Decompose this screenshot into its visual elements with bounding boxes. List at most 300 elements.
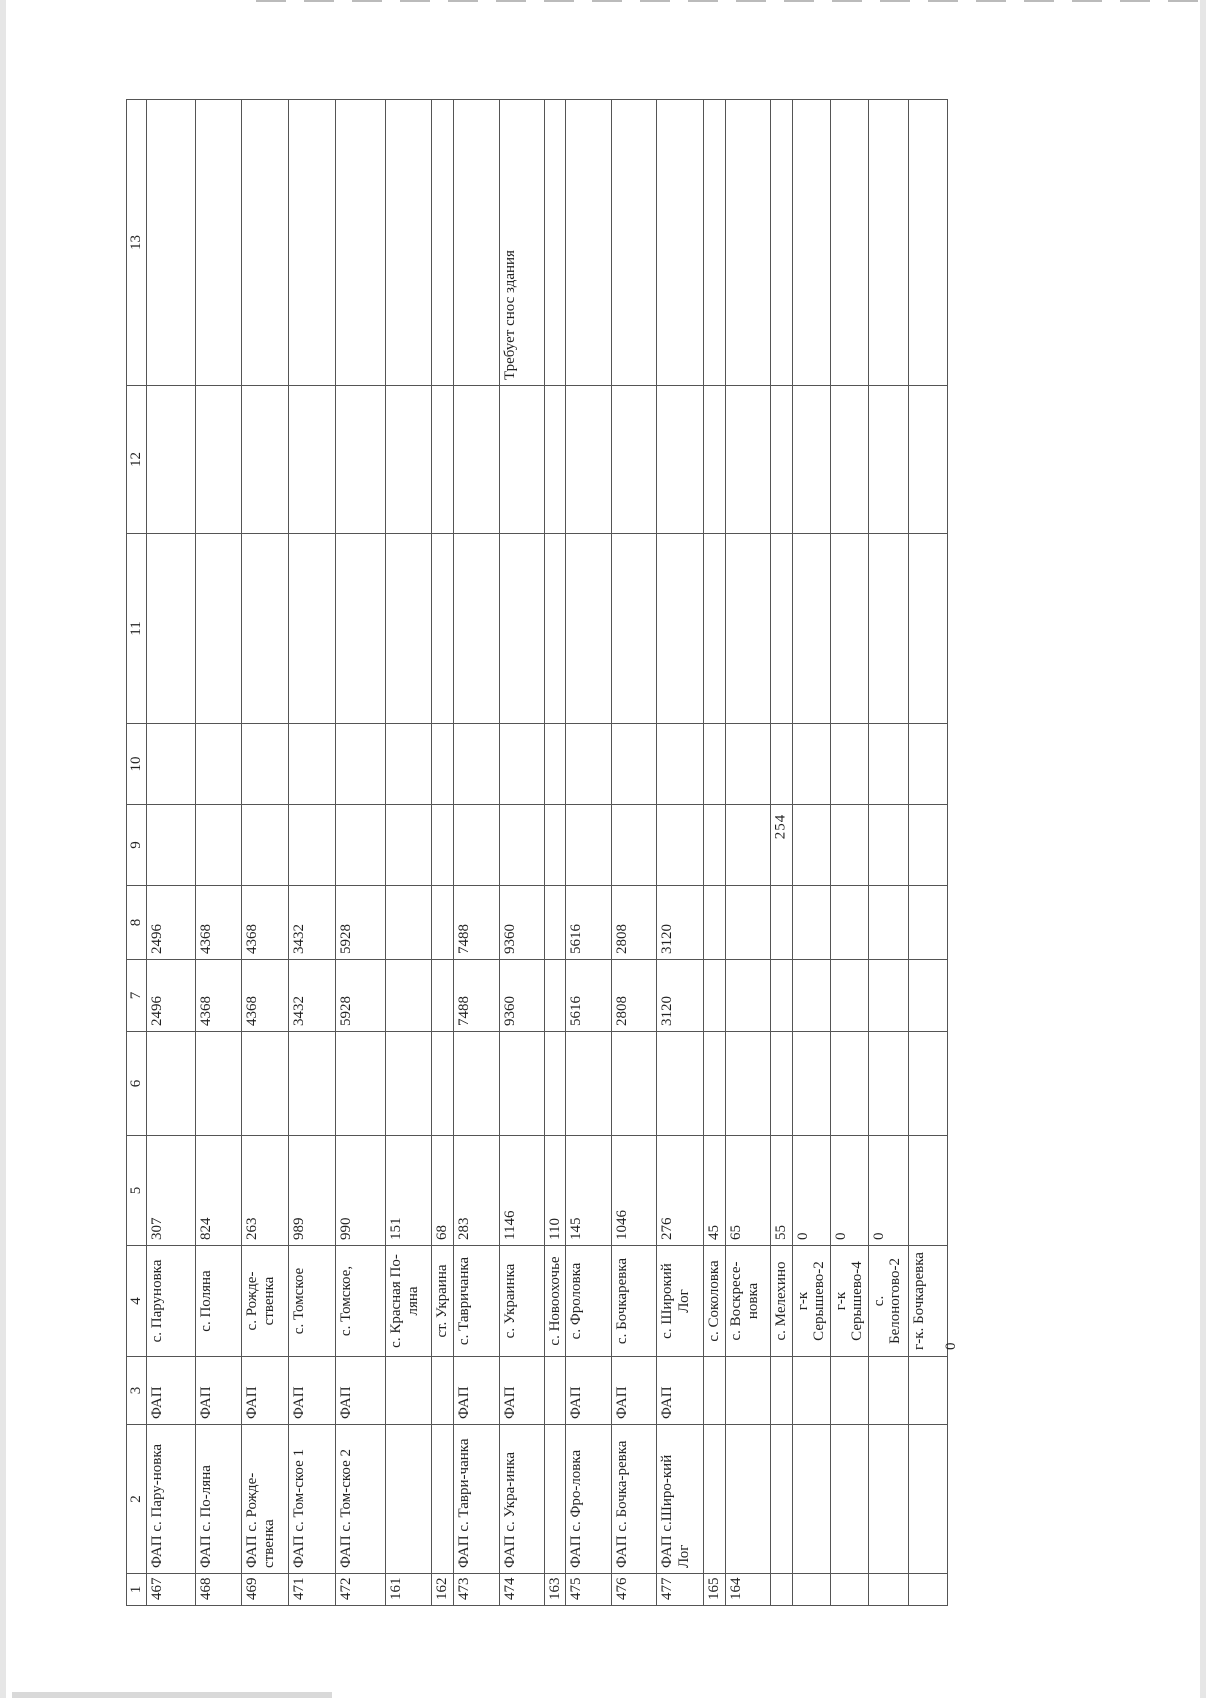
facility-name xyxy=(386,1425,432,1574)
cell-col-12 xyxy=(726,386,771,534)
cell-col-8: 2808 xyxy=(612,886,657,960)
facility-type xyxy=(544,1357,566,1425)
facility-type xyxy=(432,1357,454,1425)
cell-col-12 xyxy=(544,386,566,534)
cell-col-10 xyxy=(336,724,386,805)
cell-col-9 xyxy=(289,805,336,886)
settlement: с. Тавричанка xyxy=(453,1246,499,1357)
population: 263 xyxy=(242,1136,289,1246)
page-number: 254 xyxy=(772,813,789,840)
settlement: ст. Украина xyxy=(432,1246,454,1357)
cell-col-10 xyxy=(830,724,868,805)
cell-col-8 xyxy=(792,886,830,960)
row-number: 476 xyxy=(612,1574,657,1606)
cell-col-8: 3432 xyxy=(289,886,336,960)
note xyxy=(196,100,242,386)
facility-register-table xyxy=(126,99,959,1606)
table-row xyxy=(771,100,793,1606)
population: 65 xyxy=(726,1136,771,1246)
cell-col-6 xyxy=(704,1032,726,1136)
cell-col-11 xyxy=(453,534,499,724)
cell-col-11 xyxy=(771,534,793,724)
cell-col-12 xyxy=(386,386,432,534)
note xyxy=(566,100,612,386)
cell-col-7: 4368 xyxy=(242,960,289,1032)
cell-col-12 xyxy=(499,386,544,534)
population: 45 xyxy=(704,1136,726,1246)
column-header: 2 xyxy=(127,1425,147,1574)
row-number: 477 xyxy=(657,1574,704,1606)
cell-col-7 xyxy=(830,960,868,1032)
cell-col-9 xyxy=(612,805,657,886)
cell-col-9 xyxy=(242,805,289,886)
cell-col-12 xyxy=(566,386,612,534)
table-row xyxy=(336,100,386,1606)
cell-col-9 xyxy=(453,805,499,886)
cell-col-7: 2808 xyxy=(612,960,657,1032)
column-header: 3 xyxy=(127,1357,147,1425)
cell-col-9 xyxy=(830,805,868,886)
row-number xyxy=(830,1574,868,1606)
cell-col-12 xyxy=(196,386,242,534)
cell-col-10 xyxy=(147,724,196,805)
cell-col-6 xyxy=(612,1032,657,1136)
population: 0 xyxy=(792,1136,830,1246)
cell-col-6 xyxy=(908,1032,947,1136)
note xyxy=(704,100,726,386)
cell-col-6 xyxy=(868,1032,908,1136)
cell-col-11 xyxy=(868,534,908,724)
cell-col-7 xyxy=(726,960,771,1032)
population: 1046 xyxy=(612,1136,657,1246)
facility-name xyxy=(726,1425,771,1574)
rotated-table-wrapper xyxy=(126,100,988,1606)
population: 989 xyxy=(289,1136,336,1246)
cell-col-12 xyxy=(657,386,704,534)
cell-col-9 xyxy=(908,805,947,886)
cell-col-10 xyxy=(242,724,289,805)
cell-col-9 xyxy=(544,805,566,886)
table-row xyxy=(726,100,771,1606)
facility-type xyxy=(830,1357,868,1425)
cell-col-6 xyxy=(386,1032,432,1136)
row-number: 471 xyxy=(289,1574,336,1606)
facility-name xyxy=(704,1425,726,1574)
table-row xyxy=(242,100,289,1606)
facility-name xyxy=(792,1425,830,1574)
cell-col-7 xyxy=(868,960,908,1032)
settlement: с. Рожде-ственка xyxy=(242,1246,289,1357)
row-number: 164 xyxy=(726,1574,771,1606)
facility-type: ФАП xyxy=(336,1357,386,1425)
cell-col-11 xyxy=(726,534,771,724)
cell-col-11 xyxy=(499,534,544,724)
row-number: 467 xyxy=(147,1574,196,1606)
table-row xyxy=(908,100,947,1606)
facility-type: ФАП xyxy=(657,1357,704,1425)
settlement xyxy=(908,1246,959,1357)
cell-col-6 xyxy=(657,1032,704,1136)
cell-col-8 xyxy=(908,886,947,960)
cell-col-10 xyxy=(289,724,336,805)
facility-name: ФАП с. По-ляна xyxy=(196,1425,242,1574)
cell-col-11 xyxy=(544,534,566,724)
population: 1146 xyxy=(499,1136,544,1246)
note xyxy=(830,100,868,386)
row-number: 473 xyxy=(453,1574,499,1606)
note xyxy=(792,100,830,386)
cell-col-12 xyxy=(432,386,454,534)
cell-col-6 xyxy=(499,1032,544,1136)
cell-col-12 xyxy=(868,386,908,534)
population: 151 xyxy=(386,1136,432,1246)
note xyxy=(147,100,196,386)
scan-edge-bottom xyxy=(12,1692,332,1698)
cell-col-8: 4368 xyxy=(242,886,289,960)
facility-name xyxy=(868,1425,908,1574)
cell-col-9 xyxy=(196,805,242,886)
settlement: с. Бочкаревка xyxy=(612,1246,657,1357)
facility-type: ФАП xyxy=(196,1357,242,1425)
cell-col-6 xyxy=(726,1032,771,1136)
settlement: с. Паруновка xyxy=(147,1246,196,1357)
cell-col-10 xyxy=(432,724,454,805)
cell-col-10 xyxy=(499,724,544,805)
cell-col-12 xyxy=(147,386,196,534)
row-number: 161 xyxy=(386,1574,432,1606)
facility-name: ФАП с.Широ-кий Лог xyxy=(657,1425,704,1574)
facility-type xyxy=(704,1357,726,1425)
cell-col-11 xyxy=(289,534,336,724)
cell-col-10 xyxy=(792,724,830,805)
settlement: с. Соколовка xyxy=(704,1246,726,1357)
cell-col-10 xyxy=(612,724,657,805)
note: Требует снос здания xyxy=(499,100,544,386)
row-number: 163 xyxy=(544,1574,566,1606)
note xyxy=(612,100,657,386)
row-number: 165 xyxy=(704,1574,726,1606)
cell-col-12 xyxy=(612,386,657,534)
cell-col-6 xyxy=(544,1032,566,1136)
table-row xyxy=(544,100,566,1606)
cell-col-9 xyxy=(499,805,544,886)
cell-col-7: 3432 xyxy=(289,960,336,1032)
facility-name: ФАП с. Бочка-ревка xyxy=(612,1425,657,1574)
row-number: 162 xyxy=(432,1574,454,1606)
note xyxy=(657,100,704,386)
cell-col-6 xyxy=(289,1032,336,1136)
column-header: 7 xyxy=(127,960,147,1032)
population: 145 xyxy=(566,1136,612,1246)
facility-name: ФАП с. Том-ское 1 xyxy=(289,1425,336,1574)
cell-col-8: 3120 xyxy=(657,886,704,960)
facility-type: ФАП xyxy=(147,1357,196,1425)
cell-col-12 xyxy=(289,386,336,534)
facility-name xyxy=(432,1425,454,1574)
cell-col-11 xyxy=(242,534,289,724)
settlement: г-к Серышево-4 xyxy=(830,1246,868,1357)
population: 307 xyxy=(147,1136,196,1246)
cell-col-10 xyxy=(771,724,793,805)
settlement: с. Поляна xyxy=(196,1246,242,1357)
note xyxy=(453,100,499,386)
cell-col-6 xyxy=(792,1032,830,1136)
cell-col-7: 9360 xyxy=(499,960,544,1032)
facility-name: ФАП с. Том-ское 2 xyxy=(336,1425,386,1574)
cell-col-9 xyxy=(147,805,196,886)
cell-col-9 xyxy=(868,805,908,886)
column-header: 10 xyxy=(127,724,147,805)
facility-type: ФАП xyxy=(242,1357,289,1425)
cell-col-6 xyxy=(830,1032,868,1136)
cell-col-8 xyxy=(544,886,566,960)
table-row xyxy=(704,100,726,1606)
note xyxy=(544,100,566,386)
settlement: с. Воскресе-новка xyxy=(726,1246,771,1357)
note xyxy=(289,100,336,386)
cell-col-7: 7488 xyxy=(453,960,499,1032)
cell-col-8: 9360 xyxy=(499,886,544,960)
note xyxy=(908,100,947,386)
row-number: 472 xyxy=(336,1574,386,1606)
table-row xyxy=(196,100,242,1606)
scan-edge-top xyxy=(256,0,1206,2)
cell-col-11 xyxy=(830,534,868,724)
facility-type: ФАП xyxy=(612,1357,657,1425)
row-number: 474 xyxy=(499,1574,544,1606)
cell-col-10 xyxy=(704,724,726,805)
row-number xyxy=(792,1574,830,1606)
cell-col-7: 5616 xyxy=(566,960,612,1032)
facility-type: ФАП xyxy=(499,1357,544,1425)
cell-col-7: 4368 xyxy=(196,960,242,1032)
cell-col-10 xyxy=(196,724,242,805)
table-row xyxy=(499,100,544,1606)
settlement: с. Украинка xyxy=(499,1246,544,1357)
cell-col-11 xyxy=(336,534,386,724)
settlement: с. Новоохочье xyxy=(544,1246,566,1357)
table-row xyxy=(657,100,704,1606)
row-number: 475 xyxy=(566,1574,612,1606)
settlement: с. Фроловка xyxy=(566,1246,612,1357)
cell-col-7: 3120 xyxy=(657,960,704,1032)
table-row xyxy=(868,100,908,1606)
cell-col-10 xyxy=(908,724,947,805)
cell-col-8 xyxy=(432,886,454,960)
settlement: с. Широкий Лог xyxy=(657,1246,704,1357)
cell-col-7 xyxy=(544,960,566,1032)
column-header: 11 xyxy=(127,534,147,724)
population xyxy=(908,1136,947,1246)
column-header: 8 xyxy=(127,886,147,960)
column-header: 5 xyxy=(127,1136,147,1246)
cell-col-8 xyxy=(726,886,771,960)
cell-col-10 xyxy=(657,724,704,805)
cell-col-7 xyxy=(771,960,793,1032)
population: 276 xyxy=(657,1136,704,1246)
table-row xyxy=(432,100,454,1606)
cell-col-11 xyxy=(147,534,196,724)
cell-col-8 xyxy=(830,886,868,960)
cell-col-9 xyxy=(566,805,612,886)
cell-col-12 xyxy=(771,386,793,534)
facility-type xyxy=(386,1357,432,1425)
population: 68 xyxy=(432,1136,454,1246)
cell-col-9 xyxy=(432,805,454,886)
cell-col-10 xyxy=(544,724,566,805)
cell-col-6 xyxy=(242,1032,289,1136)
cell-col-12 xyxy=(908,386,947,534)
cell-col-6 xyxy=(432,1032,454,1136)
cell-col-6 xyxy=(196,1032,242,1136)
cell-col-8: 5928 xyxy=(336,886,386,960)
population: 283 xyxy=(453,1136,499,1246)
cell-col-6 xyxy=(147,1032,196,1136)
facility-type: ФАП xyxy=(453,1357,499,1425)
cell-col-9 xyxy=(704,805,726,886)
cell-col-8: 2496 xyxy=(147,886,196,960)
facility-name xyxy=(544,1425,566,1574)
cell-col-11 xyxy=(704,534,726,724)
cell-col-6 xyxy=(336,1032,386,1136)
cell-col-8: 4368 xyxy=(196,886,242,960)
facility-name: ФАП с. Фро-ловка xyxy=(566,1425,612,1574)
cell-col-6 xyxy=(453,1032,499,1136)
table-row xyxy=(147,100,196,1606)
column-header: 13 xyxy=(127,100,147,386)
cell-col-12 xyxy=(830,386,868,534)
row-number xyxy=(908,1574,947,1606)
cell-col-12 xyxy=(704,386,726,534)
column-header: 9 xyxy=(127,805,147,886)
note xyxy=(771,100,793,386)
scanned-page xyxy=(6,0,1200,1698)
note xyxy=(726,100,771,386)
facility-type xyxy=(792,1357,830,1425)
population: 0 xyxy=(830,1136,868,1246)
facility-name: ФАП с. Таври-чанка xyxy=(453,1425,499,1574)
note xyxy=(386,100,432,386)
cell-col-11 xyxy=(196,534,242,724)
cell-col-10 xyxy=(868,724,908,805)
cell-col-9 xyxy=(771,805,793,886)
cell-col-7 xyxy=(432,960,454,1032)
cell-col-7: 2496 xyxy=(147,960,196,1032)
cell-col-12 xyxy=(792,386,830,534)
column-number-row xyxy=(127,100,147,1606)
facility-type xyxy=(726,1357,771,1425)
cell-col-7 xyxy=(386,960,432,1032)
cell-col-11 xyxy=(566,534,612,724)
register-table-area xyxy=(126,100,988,1606)
column-header: 4 xyxy=(127,1246,147,1357)
facility-name: ФАП с. Рожде-ственка xyxy=(242,1425,289,1574)
cell-col-12 xyxy=(336,386,386,534)
cell-col-11 xyxy=(792,534,830,724)
cell-col-8: 7488 xyxy=(453,886,499,960)
cell-col-9 xyxy=(792,805,830,886)
cell-col-11 xyxy=(908,534,947,724)
table-row xyxy=(289,100,336,1606)
table-row xyxy=(453,100,499,1606)
facility-type xyxy=(908,1357,947,1425)
settlement-text: г-к. Бочкаревка xyxy=(910,1252,927,1350)
facility-name xyxy=(908,1425,947,1574)
cell-col-12 xyxy=(242,386,289,534)
cell-col-12 xyxy=(453,386,499,534)
column-header: 1 xyxy=(127,1574,147,1606)
cell-col-6 xyxy=(771,1032,793,1136)
row-number: 468 xyxy=(196,1574,242,1606)
facility-name: ФАП с. Укра-инка xyxy=(499,1425,544,1574)
note xyxy=(242,100,289,386)
cell-col-11 xyxy=(657,534,704,724)
note xyxy=(336,100,386,386)
settlement: с. Красная По-ляна xyxy=(386,1246,432,1357)
population: 824 xyxy=(196,1136,242,1246)
cell-col-7: 5928 xyxy=(336,960,386,1032)
facility-name: ФАП с. Пару-новка xyxy=(147,1425,196,1574)
cell-col-8 xyxy=(386,886,432,960)
cell-col-11 xyxy=(432,534,454,724)
cell-col-7 xyxy=(704,960,726,1032)
note xyxy=(432,100,454,386)
cell-col-9 xyxy=(386,805,432,886)
cell-col-8 xyxy=(771,886,793,960)
settlement: г-к Серышево-2 xyxy=(792,1246,830,1357)
note xyxy=(868,100,908,386)
facility-type: ФАП xyxy=(289,1357,336,1425)
facility-type: ФАП xyxy=(566,1357,612,1425)
facility-name xyxy=(830,1425,868,1574)
cell-col-8 xyxy=(868,886,908,960)
cell-col-10 xyxy=(726,724,771,805)
population: 110 xyxy=(544,1136,566,1246)
cell-col-6 xyxy=(566,1032,612,1136)
population: 0 xyxy=(868,1136,908,1246)
column-header: 12 xyxy=(127,386,147,534)
settlement: с. Томское xyxy=(289,1246,336,1357)
column-header: 6 xyxy=(127,1032,147,1136)
cell-col-8 xyxy=(704,886,726,960)
cell-col-11 xyxy=(612,534,657,724)
cell-col-7 xyxy=(908,960,947,1032)
cell-col-10 xyxy=(566,724,612,805)
population: 55 xyxy=(771,1136,793,1246)
settlement: с. Томское, xyxy=(336,1246,386,1357)
settlement: с. Мелехино xyxy=(771,1246,793,1357)
cell-col-9 xyxy=(657,805,704,886)
facility-type xyxy=(771,1357,793,1425)
population: 990 xyxy=(336,1136,386,1246)
cell-col-10 xyxy=(386,724,432,805)
row-number xyxy=(771,1574,793,1606)
row-number: 469 xyxy=(242,1574,289,1606)
table-row xyxy=(386,100,432,1606)
settlement: с. Белоногово-2 xyxy=(868,1246,908,1357)
cell-col-9 xyxy=(726,805,771,886)
cell-col-9 xyxy=(336,805,386,886)
cell-col-7 xyxy=(792,960,830,1032)
row-number xyxy=(868,1574,908,1606)
table-row xyxy=(830,100,868,1606)
table-row xyxy=(792,100,830,1606)
cell-col-10 xyxy=(453,724,499,805)
facility-type xyxy=(868,1357,908,1425)
cell-col-8: 5616 xyxy=(566,886,612,960)
table-row xyxy=(612,100,657,1606)
table-row xyxy=(566,100,612,1606)
